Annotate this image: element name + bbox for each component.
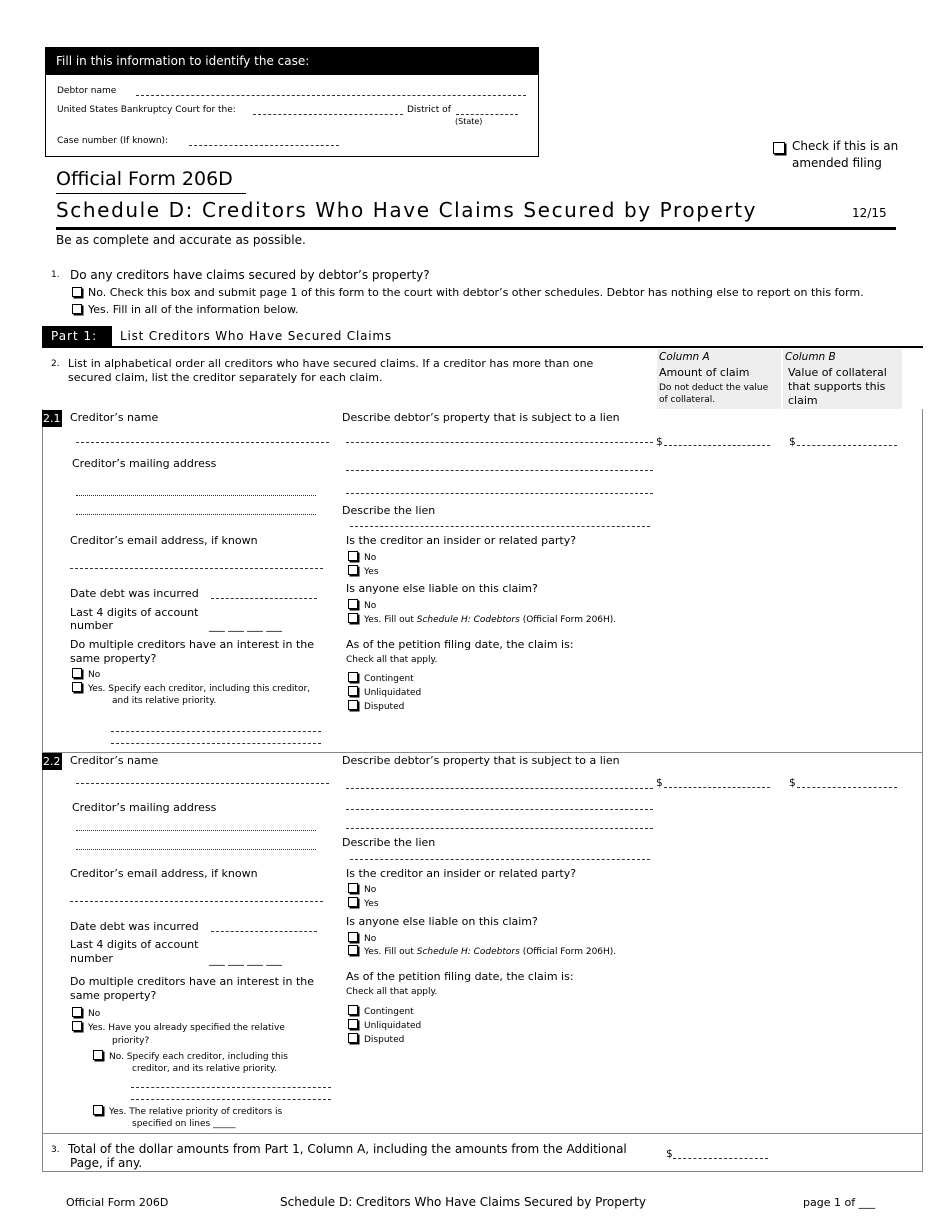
- option-label: No: [88, 1009, 101, 1019]
- q3-text-2: Page, if any.: [70, 1156, 143, 1170]
- liable-no-option[interactable]: [348, 599, 376, 611]
- petition-date-label: As of the petition filing date, the claim is:: [346, 970, 574, 983]
- checkbox-icon: [93, 1105, 103, 1115]
- collateral-value-field[interactable]: [797, 787, 897, 788]
- mailing-address-field-1[interactable]: [76, 495, 316, 496]
- creditor-name-field[interactable]: [76, 783, 329, 784]
- disputed-option[interactable]: [348, 1033, 404, 1045]
- checkbox-icon: [348, 613, 358, 623]
- describe-lien-label: Describe the lien: [342, 504, 436, 517]
- state-field[interactable]: [456, 114, 518, 115]
- collateral-dollar-sign: $: [789, 777, 796, 789]
- insider-yes-option[interactable]: [348, 897, 379, 909]
- option-label: Yes. Fill out: [364, 947, 414, 957]
- check-all-label: Check all that apply.: [346, 987, 438, 997]
- no-specify-option-2: creditor, and its relative priority.: [132, 1064, 277, 1074]
- state-label: (State): [455, 117, 483, 126]
- checkbox-icon: [348, 700, 358, 710]
- q3-divider-bottom: [42, 1171, 923, 1172]
- multiple-yes-already-option-2: priority?: [112, 1036, 150, 1046]
- option-label: Contingent: [364, 1007, 414, 1017]
- date-incurred-label: Date debt was incurred: [70, 587, 199, 600]
- part1-title: List Creditors Who Have Secured Claims: [120, 329, 392, 343]
- form-title: Schedule D: Creditors Who Have Claims Secured by Property: [56, 198, 758, 222]
- checkbox-icon: [348, 1005, 358, 1015]
- yes-relative-option-2: specified on lines _____: [132, 1119, 236, 1129]
- amount-dollar-sign: $: [656, 436, 663, 448]
- mailing-address-label: Creditor’s mailing address: [72, 801, 217, 814]
- footer-page: page 1 of ___: [803, 1196, 876, 1209]
- amended-filing-label: Check if this is an: [792, 139, 899, 153]
- q3-number: 3.: [51, 1145, 60, 1155]
- unliquidated-option[interactable]: [348, 686, 421, 698]
- case-number-field[interactable]: [189, 145, 339, 146]
- insider-label: Is the creditor an insider or related party?: [346, 534, 577, 547]
- amount-of-claim-field[interactable]: [664, 787, 770, 788]
- petition-date-label: As of the petition filing date, the claim is:: [346, 638, 574, 651]
- option-label-em: Schedule H: Codebtors: [416, 615, 520, 625]
- amount-of-claim-field[interactable]: [664, 445, 770, 446]
- column-a-sub: Amount of claim: [659, 366, 750, 379]
- mailing-address-field-2[interactable]: [76, 849, 316, 850]
- yes-relative-option[interactable]: [93, 1105, 282, 1117]
- column-b-sub: Value of collateral: [788, 366, 887, 379]
- multiple-creditors-label-2: same property?: [70, 652, 157, 665]
- amount-dollar-sign: $: [656, 777, 663, 789]
- insider-no-option[interactable]: [348, 551, 376, 563]
- checkbox-icon: [93, 1050, 103, 1060]
- date-incurred-field[interactable]: [211, 598, 317, 599]
- creditor-entry-2-2: [0, 752, 950, 1133]
- multiple-creditors-label: Do multiple creditors have an interest in the: [70, 638, 315, 651]
- unliquidated-option[interactable]: [348, 1019, 421, 1031]
- footer-form: Official Form 206D: [66, 1196, 169, 1209]
- checkbox-icon: [348, 932, 358, 942]
- checkbox-icon: [348, 686, 358, 696]
- mailing-address-field-1[interactable]: [76, 830, 316, 831]
- date-incurred-field[interactable]: [211, 931, 317, 932]
- checkbox-icon: [72, 1021, 82, 1031]
- multiple-yes-option-2: and its relative priority.: [112, 696, 217, 706]
- form-name-rule: [56, 193, 246, 194]
- district-label: District of: [407, 105, 451, 115]
- column-b-title: Column B: [785, 351, 836, 363]
- option-label-post: (Official Form 206H).: [522, 615, 617, 625]
- option-label: No: [364, 553, 377, 563]
- column-b-header: [783, 349, 902, 409]
- option-label: No: [364, 885, 377, 895]
- property-field-3[interactable]: [346, 828, 653, 829]
- lien-field[interactable]: [350, 859, 650, 860]
- column-a-title: Column A: [659, 351, 710, 363]
- amended-filing-label-2: amended filing: [792, 156, 882, 170]
- last4-field[interactable]: ___ ___ ___ ___: [209, 620, 283, 632]
- court-label: United States Bankruptcy Court for the:: [57, 105, 236, 115]
- q1-number: 1.: [51, 270, 60, 280]
- creditor-name-label: Creditor’s name: [70, 411, 159, 424]
- option-label: Yes: [364, 899, 379, 909]
- property-field-3[interactable]: [346, 493, 653, 494]
- title-rule: [56, 227, 896, 230]
- checkbox-icon: [72, 287, 82, 297]
- last4-label: Last 4 digits of account: [70, 938, 199, 951]
- checkbox-icon: [72, 682, 82, 692]
- form-name: Official Form 206D: [56, 168, 233, 190]
- checkbox-icon: [72, 668, 82, 678]
- property-field-2[interactable]: [346, 809, 653, 810]
- multiple-creditors-label-2: same property?: [70, 989, 157, 1002]
- contingent-option[interactable]: [348, 672, 414, 684]
- option-label: No: [364, 934, 377, 944]
- property-field-1[interactable]: [346, 442, 653, 443]
- multiple-no-option[interactable]: [72, 668, 100, 680]
- priority-field-1[interactable]: [111, 731, 321, 732]
- collateral-dollar-sign: $: [789, 436, 796, 448]
- part1-label: Part 1:: [42, 326, 112, 346]
- q1-no-label: No. Check this box and submit page 1 of this form to the court with debtor’s other schedules. Debtor has nothing else to report on this form.: [88, 286, 864, 299]
- last4-label-2: number: [70, 952, 113, 965]
- case-info-box: [45, 47, 539, 157]
- column-a-header: [657, 349, 781, 409]
- q1-no-option[interactable]: [72, 286, 864, 299]
- total-amount-field[interactable]: [673, 1158, 768, 1159]
- checkbox-icon: [348, 945, 358, 955]
- column-a-note-2: of collateral.: [659, 395, 716, 405]
- case-info-header: Fill in this information to identify the case:: [46, 48, 538, 75]
- liable-yes-option[interactable]: [348, 613, 616, 625]
- no-specify-option[interactable]: [93, 1050, 288, 1062]
- entry-number: 2.1: [43, 412, 61, 425]
- option-label: Unliquidated: [364, 1021, 422, 1031]
- last4-label: Last 4 digits of account: [70, 606, 199, 619]
- property-field-1[interactable]: [346, 788, 653, 789]
- lien-field[interactable]: [350, 526, 650, 527]
- describe-property-label: Describe debtor’s property that is subject to a lien: [342, 411, 620, 424]
- disputed-option[interactable]: [348, 700, 404, 712]
- footer-title: Schedule D: Creditors Who Have Claims Secured by Property: [280, 1195, 646, 1209]
- describe-lien-label: Describe the lien: [342, 836, 436, 849]
- creditor-name-field[interactable]: [76, 442, 329, 443]
- debtor-name-field[interactable]: [136, 95, 526, 96]
- checkbox-icon: [72, 304, 82, 314]
- option-label: Yes. Fill out: [364, 615, 414, 625]
- option-label: Yes. Specify each creditor, including this creditor,: [88, 684, 311, 694]
- anyone-liable-label: Is anyone else liable on this claim?: [346, 582, 538, 595]
- date-incurred-label: Date debt was incurred: [70, 920, 199, 933]
- q2-number: 2.: [51, 359, 60, 369]
- case-number-label: Case number (If known):: [57, 136, 169, 146]
- checkbox-icon: [773, 142, 785, 154]
- checkbox-icon: [348, 565, 358, 575]
- insider-yes-option[interactable]: [348, 565, 379, 577]
- amended-filing-checkbox[interactable]: [773, 138, 791, 157]
- q1-text: Do any creditors have claims secured by debtor’s property?: [70, 268, 430, 282]
- checkbox-icon: [348, 672, 358, 682]
- q1-yes-option[interactable]: [72, 303, 298, 316]
- mailing-address-label: Creditor’s mailing address: [72, 457, 217, 470]
- q3-divider-top: [42, 1133, 923, 1134]
- insider-no-option[interactable]: [348, 883, 376, 895]
- option-label-em: Schedule H: Codebtors: [416, 947, 520, 957]
- last4-field[interactable]: ___ ___ ___ ___: [209, 954, 283, 966]
- option-label: Disputed: [364, 702, 405, 712]
- column-b-sub-3: claim: [788, 394, 818, 407]
- priority-field-1[interactable]: [131, 1087, 331, 1088]
- checkbox-icon: [72, 1007, 82, 1017]
- option-label: No: [364, 601, 377, 611]
- multiple-yes-option[interactable]: [72, 682, 310, 694]
- checkbox-icon: [348, 1019, 358, 1029]
- instructions: Be as complete and accurate as possible.: [56, 233, 306, 247]
- option-label-post: (Official Form 206H).: [522, 947, 617, 957]
- checkbox-icon: [348, 599, 358, 609]
- multiple-yes-already-option[interactable]: [72, 1021, 285, 1033]
- collateral-value-field[interactable]: [797, 445, 897, 446]
- option-label: No: [88, 670, 101, 680]
- court-field[interactable]: [253, 114, 403, 115]
- column-a-note: Do not deduct the value: [659, 383, 769, 393]
- describe-property-label: Describe debtor’s property that is subject to a lien: [342, 754, 620, 767]
- debtor-name-label: Debtor name: [57, 86, 117, 96]
- q3-text: Total of the dollar amounts from Part 1, Column A, including the amounts from the Additional: [68, 1142, 627, 1156]
- email-field[interactable]: [70, 568, 323, 569]
- checkbox-icon: [348, 897, 358, 907]
- checkbox-icon: [348, 1033, 358, 1043]
- option-label: Unliquidated: [364, 688, 422, 698]
- creditor-name-label: Creditor’s name: [70, 754, 159, 767]
- creditor-entry-2-1: [0, 409, 950, 752]
- part1-rule: [42, 346, 923, 348]
- q2-text: List in alphabetical order all creditors who have secured claims. If a creditor has more than one: [68, 357, 594, 370]
- email-field[interactable]: [70, 901, 323, 902]
- anyone-liable-label: Is anyone else liable on this claim?: [346, 915, 538, 928]
- checkbox-icon: [348, 883, 358, 893]
- email-label: Creditor’s email address, if known: [70, 534, 258, 547]
- form-version: 12/15: [852, 206, 887, 220]
- check-all-label: Check all that apply.: [346, 655, 438, 665]
- email-label: Creditor’s email address, if known: [70, 867, 258, 880]
- option-label: Disputed: [364, 1035, 405, 1045]
- insider-label: Is the creditor an insider or related party?: [346, 867, 577, 880]
- multiple-no-option[interactable]: [72, 1007, 100, 1019]
- option-label: Yes. The relative priority of creditors is: [109, 1107, 283, 1117]
- priority-field-2[interactable]: [131, 1099, 331, 1100]
- contingent-option[interactable]: [348, 1005, 414, 1017]
- option-label: Yes: [364, 567, 379, 577]
- entry-number: 2.2: [43, 755, 61, 768]
- checkbox-icon: [348, 551, 358, 561]
- option-label: No. Specify each creditor, including this: [109, 1052, 288, 1062]
- q1-yes-label: Yes. Fill in all of the information below.: [88, 303, 299, 316]
- liable-yes-option[interactable]: [348, 945, 616, 957]
- priority-field-2[interactable]: [111, 743, 321, 744]
- option-label: Contingent: [364, 674, 414, 684]
- property-field-2[interactable]: [346, 470, 653, 471]
- q3-dollar-sign: $: [666, 1148, 673, 1160]
- liable-no-option[interactable]: [348, 932, 376, 944]
- last4-label-2: number: [70, 619, 113, 632]
- mailing-address-field-2[interactable]: [76, 514, 316, 515]
- column-b-sub-2: that supports this: [788, 380, 886, 393]
- q2-text-2: secured claim, list the creditor separately for each claim.: [68, 371, 383, 384]
- multiple-creditors-label: Do multiple creditors have an interest in the: [70, 975, 315, 988]
- option-label: Yes. Have you already specified the relative: [88, 1023, 285, 1033]
